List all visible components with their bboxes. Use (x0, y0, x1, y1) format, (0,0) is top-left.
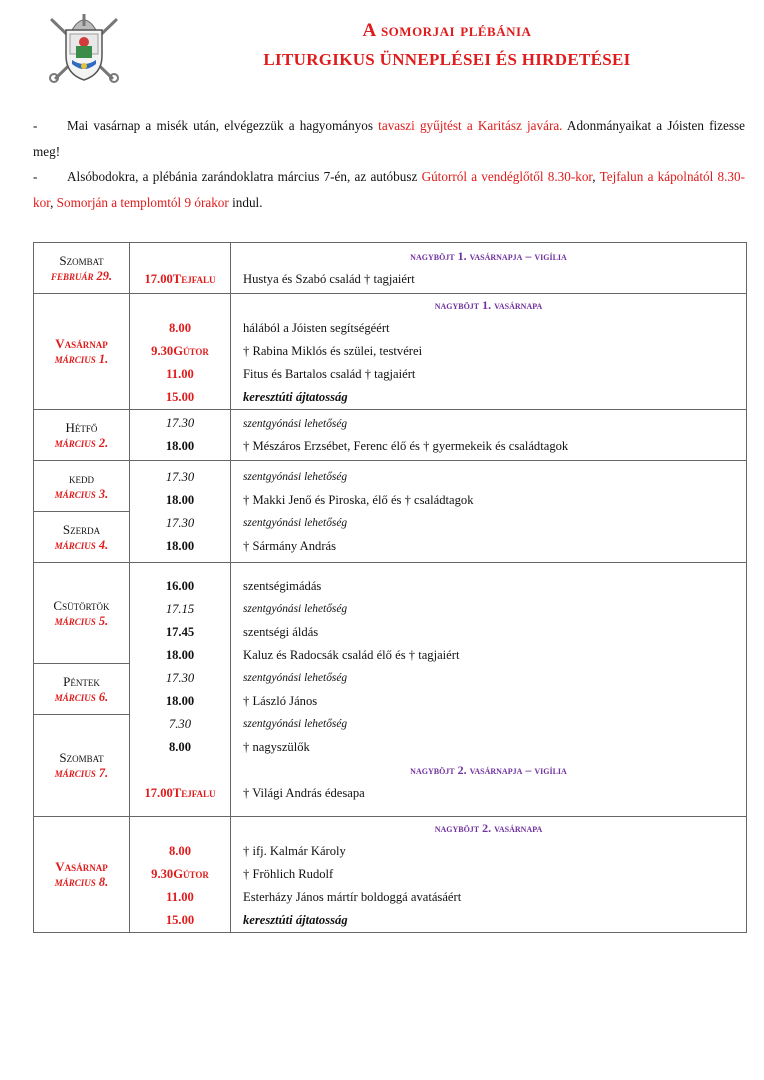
entry-text: keresztúti ájtatosság (243, 390, 348, 404)
time-value: 17.15 (165, 601, 195, 616)
mass-time (130, 644, 230, 667)
title-line-1: A somorjai plébánia (362, 20, 532, 41)
day-label: Szombat (59, 252, 104, 268)
entry-text: † ifj. Kalmár Károly (243, 844, 346, 858)
mass-intention (231, 575, 746, 598)
day-label: kedd (69, 470, 94, 486)
announcement-text: Alsóbodokra, a plébánia zarándoklatra március 7-én, az autóbusz (67, 169, 422, 184)
mass-time (130, 466, 230, 489)
time-value: 17.30 (165, 515, 195, 530)
parish-crest-icon (42, 8, 126, 86)
mass-time (130, 512, 230, 535)
mass-time (130, 909, 230, 932)
empty-time-slot (130, 245, 230, 268)
mass-intention (231, 489, 746, 512)
entry-cell (231, 243, 747, 294)
time-cell (130, 410, 231, 461)
mass-time (130, 363, 230, 386)
mass-location: Gútor (173, 344, 209, 358)
mass-location: Gútor (173, 867, 209, 881)
entry-text: hálából a Jóisten segítségéért (243, 321, 390, 335)
time-value: 11.00 (166, 367, 194, 381)
entry-text: szentségimádás (243, 578, 322, 593)
entry-text: szentgyónási lehetőség (243, 417, 348, 430)
entry-text: szentségi áldás (243, 624, 319, 639)
time-value: 15.00 (165, 913, 195, 927)
mass-intention (231, 621, 746, 644)
mass-time (130, 575, 230, 598)
document-title (130, 20, 764, 70)
day-cell (34, 410, 130, 461)
time-value: 8.00 (168, 321, 192, 335)
time-cell (130, 461, 231, 563)
mass-time (130, 412, 230, 435)
mass-location: Tejfalu (172, 272, 216, 286)
mass-intention (231, 598, 746, 621)
bullet-dash: - (33, 118, 38, 133)
announcement-text: , (592, 169, 600, 184)
announcement-text: Mai vasárnap a misék után, elvégezzük a hagyományos (67, 118, 379, 133)
day-label: Csütörtök (53, 597, 110, 613)
mass-time (130, 535, 230, 558)
mass-time (130, 886, 230, 909)
mass-time (130, 621, 230, 644)
title-line-2: LITURGIKUS ÜNNEPLÉSEI ÉS HIRDETÉSEI (263, 50, 631, 69)
entry-cell (231, 410, 747, 461)
entry-text: szentgyónási lehetőség (243, 471, 348, 483)
entry-text: szentgyónási lehetőség (243, 672, 348, 684)
entry-text: Kaluz és Radocsák család élő és † tagjaiért (243, 647, 460, 662)
day-date: március 1. (54, 352, 109, 366)
announcement-highlight: Tejfalun a kápolnától 8.30-kor (33, 169, 746, 210)
day-date: február 29. (50, 268, 113, 283)
entry-cell (231, 461, 747, 563)
entry-text: keresztúti ájtatosság (243, 913, 348, 927)
time-value: 17.30 (165, 469, 195, 484)
time-value: 8.00 (168, 739, 192, 754)
time-value: 17.30 (165, 670, 195, 685)
mass-time (130, 782, 230, 805)
mass-intention (231, 736, 746, 759)
mass-intention (231, 782, 746, 805)
entry-text: nagyböjt 1. vasárnapja – vigília (410, 249, 567, 263)
announcement-text: indul. (228, 194, 263, 210)
day-cell (34, 294, 130, 410)
mass-time (130, 667, 230, 690)
mass-time (130, 435, 230, 458)
entry-text: Hustya és Szabó család † tagjaiért (243, 272, 415, 286)
day-cell (34, 243, 130, 294)
mass-intention (231, 435, 746, 458)
entry-cell (231, 563, 747, 817)
time-value: 9.30 (151, 344, 174, 358)
day-label: Szombat (59, 750, 104, 765)
time-value: 8.00 (168, 844, 192, 858)
entry-text: szentgyónási lehetőség (243, 517, 348, 529)
time-value: 17.30 (165, 416, 195, 430)
mass-time (130, 690, 230, 713)
day-date: március 3. (54, 486, 109, 501)
announcements (33, 113, 745, 215)
mass-intention (231, 386, 746, 409)
mass-intention (231, 644, 746, 667)
announcement-text: , (50, 194, 57, 210)
time-value: 11.00 (166, 890, 194, 904)
table-row (34, 410, 747, 461)
day-label: Szerda (62, 521, 101, 537)
day-cell (34, 715, 130, 817)
announcement-highlight: tavaszi gyűjtést a Karitász javára. (378, 118, 563, 133)
announcement-text: Adonmányaikat a Jóisten fizesse meg! (33, 118, 745, 159)
time-cell (130, 294, 231, 410)
entry-text: † Makki Jenő és Piroska, élő és † családtagok (243, 492, 474, 507)
day-cell (34, 512, 130, 563)
day-date: március 2. (54, 435, 109, 450)
mass-time (130, 386, 230, 409)
liturgical-heading (231, 759, 746, 782)
announcement-1 (33, 113, 745, 164)
entry-text: szentgyónási lehetőség (243, 718, 348, 730)
mass-intention (231, 363, 746, 386)
day-date: március 4. (54, 537, 109, 552)
entry-text: nagyböjt 2. vasárnapa (434, 821, 543, 835)
entry-cell (231, 294, 747, 410)
liturgical-heading (231, 817, 746, 840)
day-cell (34, 817, 130, 933)
mass-intention (231, 909, 746, 932)
table-row (34, 294, 747, 410)
time-value: 7.30 (168, 716, 192, 731)
entry-text: † Világi András édesapa (243, 785, 365, 800)
day-label: Hétfő (65, 419, 98, 435)
mass-location: Tejfalu (172, 785, 216, 800)
mass-intention (231, 512, 746, 535)
day-date: március 5. (54, 613, 109, 628)
announcement-2 (33, 164, 745, 215)
mass-intention (231, 690, 746, 713)
entry-cell (231, 817, 747, 933)
entry-text: † Fröhlich Rudolf (243, 867, 334, 881)
time-value: 17.45 (165, 624, 195, 639)
bullet-dash: - (33, 169, 38, 184)
entry-text: Esterházy János mártír boldoggá avatásáért (243, 890, 462, 904)
mass-intention (231, 840, 746, 863)
mass-intention (231, 412, 746, 435)
mass-time (130, 598, 230, 621)
mass-time (130, 840, 230, 863)
time-value: 15.00 (165, 390, 195, 404)
empty-time-slot (130, 817, 230, 840)
mass-intention (231, 317, 746, 340)
table-row (34, 243, 747, 294)
day-date: március 7. (54, 766, 109, 780)
day-cell (34, 664, 130, 715)
table-row (34, 461, 747, 512)
day-cell (34, 563, 130, 664)
liturgical-heading (231, 294, 746, 317)
time-cell (130, 243, 231, 294)
liturgical-heading (231, 245, 746, 268)
time-cell (130, 563, 231, 817)
mass-time (130, 317, 230, 340)
announcement-highlight: Gútorról a vendéglőtől 8.30-kor (421, 169, 593, 184)
mass-intention (231, 863, 746, 886)
mass-intention (231, 886, 746, 909)
entry-text: † Sármány András (243, 538, 337, 553)
entry-text: nagyböjt 2. vasárnapja – vigília (410, 762, 567, 777)
day-label: Vasárnap (55, 336, 108, 351)
day-label: Péntek (63, 673, 100, 689)
mass-time (130, 863, 230, 886)
day-cell (34, 461, 130, 512)
time-value: 17.00 (144, 272, 173, 286)
mass-time (130, 713, 230, 736)
time-value: 18.00 (165, 538, 195, 553)
mass-intention (231, 340, 746, 363)
mass-time (130, 736, 230, 759)
mass-intention (231, 268, 746, 291)
mass-time (130, 340, 230, 363)
time-value: 18.00 (165, 647, 195, 662)
empty-time-slot (130, 294, 230, 317)
time-value: 17.00 (144, 785, 173, 800)
mass-intention (231, 535, 746, 558)
time-cell (130, 817, 231, 933)
entry-text: szentgyónási lehetőség (243, 603, 348, 615)
day-date: március 6. (54, 689, 109, 704)
mass-time (130, 489, 230, 512)
time-value: 18.00 (165, 492, 195, 507)
table-row (34, 563, 747, 664)
empty-time-slot (130, 759, 230, 782)
mass-time (130, 268, 230, 291)
mass-schedule-table (33, 242, 747, 933)
mass-intention (231, 667, 746, 690)
entry-text: nagyböjt 1. vasárnapa (434, 298, 543, 312)
mass-intention (231, 713, 746, 736)
entry-text: † Mészáros Erzsébet, Ferenc élő és † gyermekeik és családtagok (243, 439, 569, 453)
day-date: március 8. (54, 875, 109, 889)
announcement-highlight: Somorján a templomtól 9 órakor (56, 194, 229, 210)
entry-text: † Rabina Miklós és szülei, testvérei (243, 344, 423, 358)
entry-text: † nagyszülők (243, 739, 310, 754)
time-value: 9.30 (151, 867, 174, 881)
entry-text: † László János (243, 693, 318, 708)
table-row (34, 817, 747, 933)
entry-text: Fitus és Bartalos család † tagjaiért (243, 367, 416, 381)
time-value: 16.00 (165, 578, 195, 593)
day-label: Vasárnap (55, 859, 108, 874)
time-value: 18.00 (165, 439, 195, 453)
time-value: 18.00 (165, 693, 195, 708)
mass-intention (231, 466, 746, 489)
